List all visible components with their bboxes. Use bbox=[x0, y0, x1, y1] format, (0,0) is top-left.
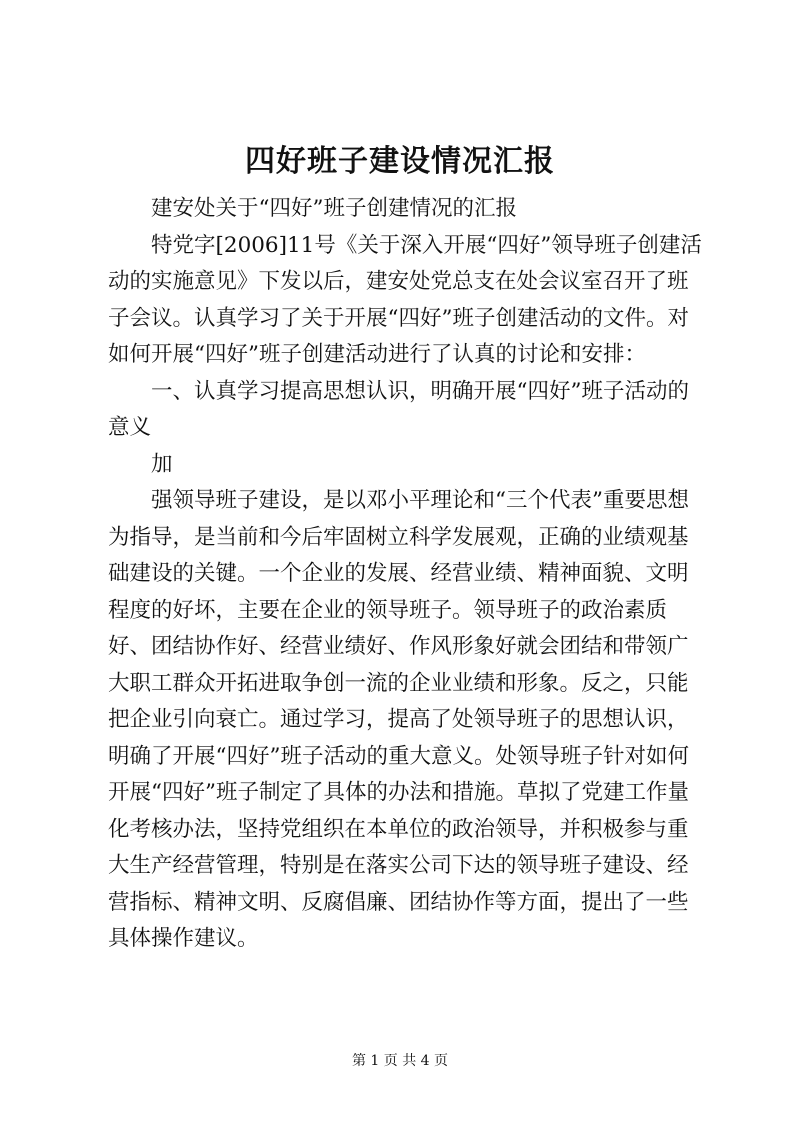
page-footer: 第 1 页 共 4 页 bbox=[351, 1053, 449, 1069]
document-body bbox=[108, 191, 708, 958]
paragraph-intro: 特党字[2006]11号《关于深入开展“四好”领导班子创建活动的实施意见》下发以后，建安处党总支在处会议室召开了班子会议。认真学习了关于开展“四好”班子创建活动的文件。对如何开展“四好”班子创建活动进行了认真的讨论和安排： bbox=[108, 232, 702, 367]
paragraph-main: 强领导班子建设，是以邓小平理论和“三个代表”重要思想为指导，是当前和今后牢固树立科学发展观，正确的业绩观基础建设的关键。一个企业的发展、经营业绩、精神面貌、文明程度的好坏，主要在企业的领导班子。领导班子的政治素质好、团结协作好、经营业绩好、作风形象好就会团结和带领广大职工群众开拓进取争创一流的企业业绩和形象。反之，只能把企业引向衰亡。通过学习，提高了处领导班子的思想认识，明确了开展“四好”班子活动的重大意义。处领导班子针对如何开展“四好”班子制定了具体的办法和措施。草拟了党建工作量化考核办法，坚持党组织在本单位的政治领导，并积极参与重大生产经营管理，特别是在落实公司下达的领导班子建设、经营指标、精神文明、反腐倡廉、团结协作等方面，提出了一些具体操作建议。 bbox=[108, 488, 689, 951]
paragraph-section-heading: 一、认真学习提高思想认识，明确开展“四好”班子活动的意义 bbox=[108, 378, 689, 440]
paragraph-subtitle: 建安处关于“四好”班子创建情况的汇报 bbox=[151, 196, 517, 221]
paragraph-fragment: 加 bbox=[151, 451, 173, 477]
document-title: 四好班子建设情况汇报 bbox=[245, 144, 555, 179]
